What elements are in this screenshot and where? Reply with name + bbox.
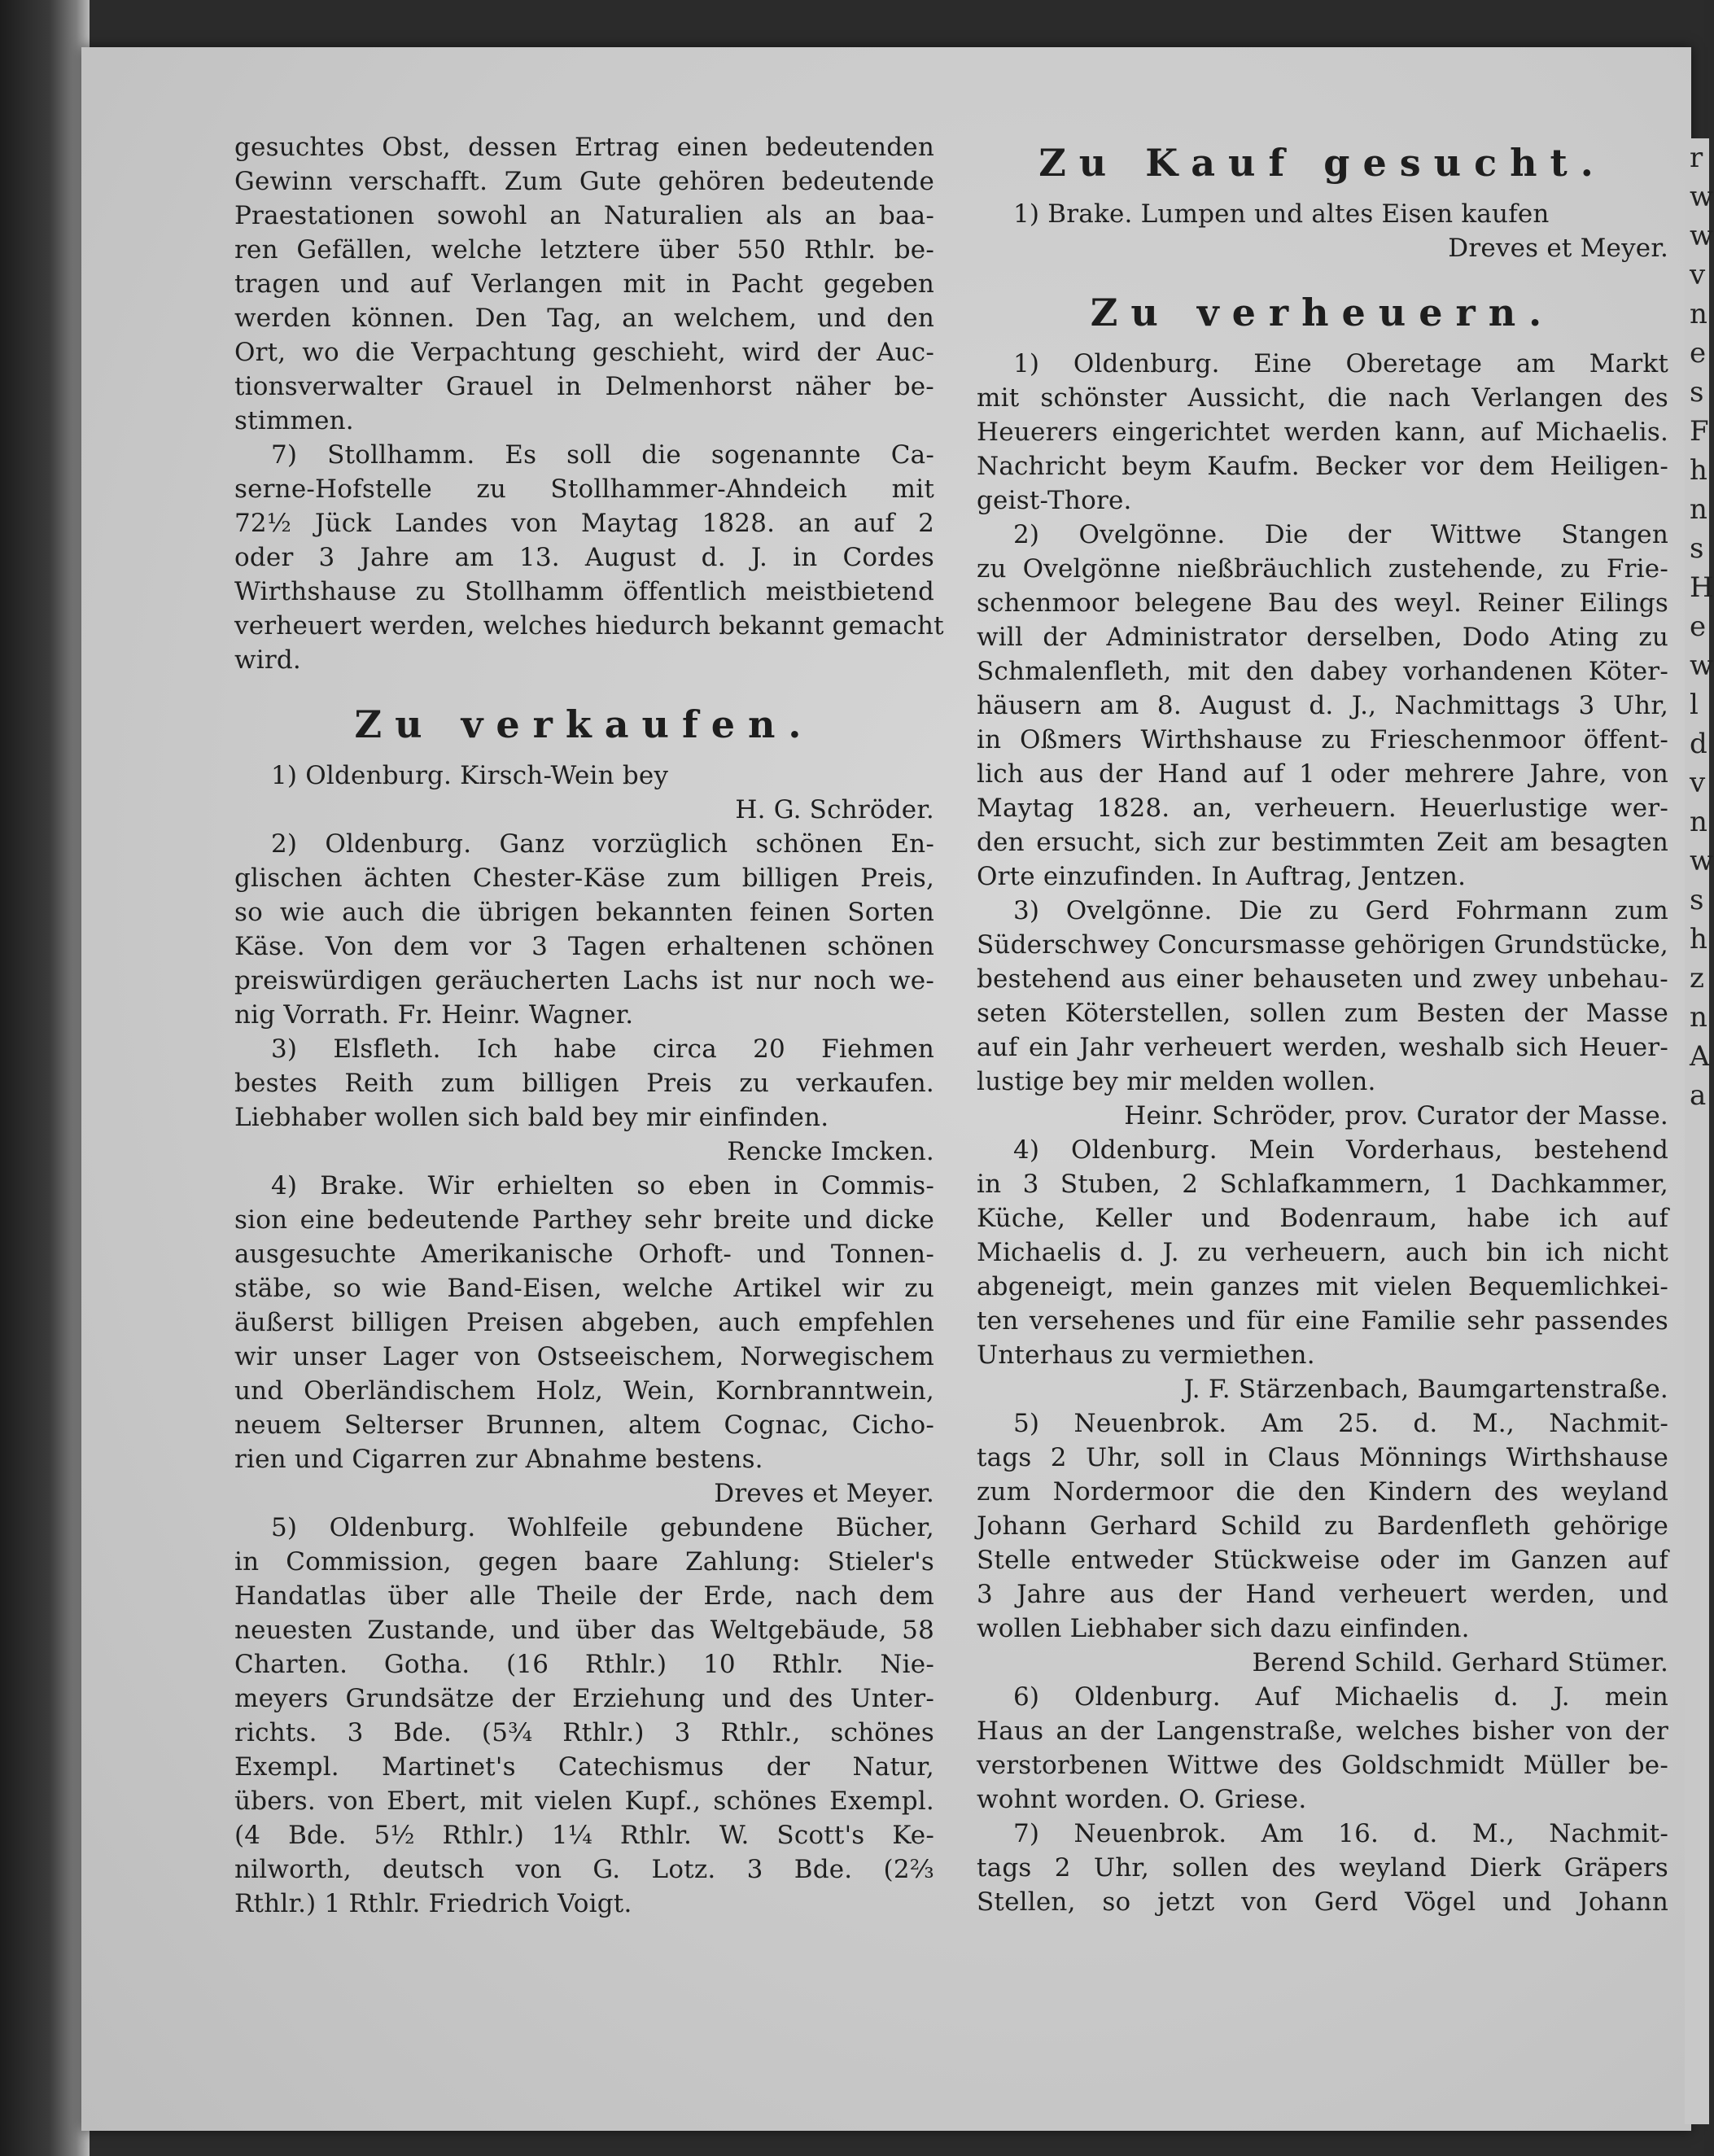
next-page-fragment: e	[1690, 610, 1707, 643]
pacht-notice-line: tionsverwalter Grauel in Delmenhorst näher be-	[234, 372, 934, 401]
verheuern-5-line: 3 Jahre aus der Hand verheuert werden, und	[977, 1580, 1668, 1609]
pacht-notice-line: Praestationen sowohl an Naturalien als an baa-	[234, 201, 934, 230]
stollhamm-notice-line: serne-Hofstelle zu Stollhammer-Ahndeich mit	[234, 474, 934, 504]
verkaufen-5-line: Exempl. Martinet's Catechismus der Natur,	[234, 1752, 934, 1782]
verheuern-5-signature: Berend Schild. Gerhard Stümer.	[1252, 1648, 1668, 1677]
next-page-fragment: l	[1690, 689, 1699, 721]
verkaufen-2-line: 2) Oldenburg. Ganz vorzüglich schönen En-	[271, 829, 934, 859]
pacht-notice-line: Gewinn verschafft. Zum Gute gehören bedeutende	[234, 167, 934, 196]
pacht-notice-line: gesuchtes Obst, dessen Ertrag einen bedeutenden	[234, 133, 934, 162]
verkaufen-4-line: neuem Selterser Brunnen, altem Cognac, Cicho-	[234, 1410, 934, 1440]
verheuern-4-line: Unterhaus zu vermiethen.	[977, 1340, 1315, 1370]
section-heading-zu-kauf-gesucht: Zu Kauf gesucht.	[1038, 141, 1607, 185]
stollhamm-notice-line: 72½ Jück Landes von Maytag 1828. an auf 2	[234, 509, 934, 538]
verheuern-6-line: wohnt worden. O. Griese.	[977, 1785, 1307, 1814]
verheuern-4-line: ten versehenes und für eine Familie sehr passendes	[977, 1306, 1668, 1336]
verheuern-4-line: 4) Oldenburg. Mein Vorderhaus, bestehend	[1013, 1135, 1668, 1165]
next-page-fragment: r	[1690, 142, 1703, 174]
verheuern-4-line: Michaelis d. J. zu verheuern, auch bin ich nicht	[977, 1238, 1668, 1267]
left-column	[234, 130, 944, 1921]
verheuern-3-line: seten Köterstellen, sollen zum Besten der Masse	[977, 999, 1668, 1028]
verheuern-5-line: Stelle entweder Stückweise oder im Ganzen auf	[977, 1546, 1668, 1575]
verkaufen-4-line: rien und Cigarren zur Abnahme bestens.	[234, 1445, 763, 1474]
next-page-fragment: v	[1690, 767, 1706, 799]
pacht-notice-line: stimmen.	[234, 406, 354, 435]
next-page-fragment: H	[1690, 571, 1714, 604]
verheuern-6-line: Haus an der Langenstraße, welches bisher von der	[977, 1716, 1668, 1746]
verkaufen-1-signature: H. G. Schröder.	[735, 795, 934, 824]
verheuern-2-line: Orte einzufinden. In Auftrag, Jentzen.	[977, 862, 1467, 891]
pacht-notice-line: tragen und auf Verlangen mit in Pacht gegeben	[234, 269, 934, 299]
verkaufen-4-line: und Oberländischem Holz, Wein, Kornbranntwein,	[234, 1376, 934, 1406]
next-page-fragment: s	[1690, 532, 1704, 565]
next-page-fragment: s	[1690, 376, 1704, 409]
verkaufen-3-signature: Rencke Imcken.	[727, 1137, 934, 1166]
verheuern-2-line: 2) Ovelgönne. Die der Wittwe Stangen	[1013, 520, 1668, 549]
book-binding-gutter	[0, 0, 90, 2156]
next-page-fragment: w	[1690, 649, 1714, 682]
verkaufen-5-line: richts. 3 Bde. (5¾ Rthlr.) 3 Rthlr., schönes	[234, 1718, 934, 1747]
verkaufen-2-line: nig Vorrath. Fr. Heinr. Wagner.	[234, 1000, 634, 1030]
verkaufen-5-line: (4 Bde. 5½ Rthlr.) 1¼ Rthlr. W. Scott's Ke-	[234, 1821, 934, 1850]
verkaufen-5-line: übers. von Ebert, mit vielen Kupf., schönes Exempl.	[234, 1786, 934, 1816]
verheuern-3-line: Süderschwey Concursmasse gehörigen Grundstücke,	[977, 930, 1668, 960]
kauf-1-line: 1) Brake. Lumpen und altes Eisen kaufen	[1013, 199, 1550, 229]
verheuern-6-line: 6) Oldenburg. Auf Michaelis d. J. mein	[1013, 1682, 1668, 1712]
verheuern-2-line: will der Administrator derselben, Dodo Ating zu	[977, 623, 1668, 652]
kauf-1-signature: Dreves et Meyer.	[1448, 234, 1668, 263]
verkaufen-5-line: nilworth, deutsch von G. Lotz. 3 Bde. (2⅔	[234, 1855, 934, 1884]
next-page-fragment: n	[1690, 806, 1707, 838]
pacht-notice-line: ren Gefällen, welche letztere über 550 Rthlr. be-	[234, 235, 934, 265]
verheuern-2-line: in Oßmers Wirthshause zu Frieschenmoor öffent-	[977, 725, 1668, 754]
next-page-fragment: h	[1690, 923, 1707, 956]
verheuern-3-signature: Heinr. Schröder, prov. Curator der Masse.	[1124, 1101, 1668, 1130]
next-page-fragment: A	[1690, 1040, 1710, 1073]
verkaufen-2-line: Käse. Von dem vor 3 Tagen erhaltenen schönen	[234, 932, 934, 961]
verheuern-3-line: 3) Ovelgönne. Die zu Gerd Fohrmann zum	[1013, 896, 1668, 925]
verheuern-5-line: Johann Gerhard Schild zu Bardenfleth gehörige	[977, 1511, 1668, 1541]
verheuern-4-line: in 3 Stuben, 2 Schlafkammern, 1 Dachkammer,	[977, 1170, 1668, 1199]
section-heading-zu-verheuern: Zu verheuern.	[1090, 291, 1555, 335]
next-page-fragment: z	[1690, 962, 1704, 995]
verheuern-1-line: geist-Thore.	[977, 486, 1132, 515]
verheuern-4-line: Küche, Keller und Bodenraum, habe ich auf	[977, 1204, 1668, 1233]
next-page-fragment: w	[1690, 220, 1714, 252]
stollhamm-notice-line: verheuert werden, welches hiedurch bekannt gemacht	[234, 611, 944, 641]
next-page-fragment: e	[1690, 337, 1707, 370]
next-page-fragment: a	[1690, 1079, 1707, 1112]
verheuern-2-line: häusern am 8. August d. J., Nachmittags 3 Uhr,	[977, 691, 1668, 720]
verkaufen-2-line: so wie auch die übrigen bekannten feinen Sorten	[234, 898, 934, 927]
next-page-fragment: v	[1690, 259, 1706, 291]
next-page-fragment: F	[1690, 415, 1709, 448]
verkaufen-5-line: in Commission, gegen baare Zahlung: Stieler's	[234, 1547, 934, 1577]
verheuern-1-line: mit schönster Aussicht, die nach Verlangen des	[977, 383, 1668, 413]
next-page-fragment: w	[1690, 845, 1714, 877]
verkaufen-4-line: stäbe, so wie Band-Eisen, welche Artikel wir zu	[234, 1274, 934, 1303]
verkaufen-3-line: bestes Reith zum billigen Preis zu verkaufen.	[234, 1069, 934, 1098]
verheuern-2-line: zu Ovelgönne nießbräuchlich zustehende, zu Frie-	[977, 554, 1668, 584]
verkaufen-5-line: Rthlr.) 1 Rthlr. Friedrich Voigt.	[234, 1889, 632, 1918]
stollhamm-notice-line: wird.	[234, 645, 301, 675]
verkaufen-3-line: Liebhaber wollen sich bald bey mir einfinden.	[234, 1103, 829, 1132]
verheuern-2-line: den ersucht, sich zur bestimmten Zeit am besagten	[977, 828, 1668, 857]
verheuern-3-line: bestehend aus einer behauseten und zwey unbehau-	[977, 964, 1668, 994]
next-page-fragment: n	[1690, 493, 1707, 526]
next-page-fragment: w	[1690, 181, 1714, 213]
next-page-fragment: h	[1690, 454, 1707, 487]
stollhamm-notice-line: Wirthshause zu Stollhamm öffentlich meistbietend	[234, 577, 934, 606]
verkaufen-5-line: 5) Oldenburg. Wohlfeile gebundene Bücher,	[271, 1513, 934, 1542]
verkaufen-4-line: sion eine bedeutende Parthey sehr breite und dicke	[234, 1205, 934, 1235]
pacht-notice-line: Ort, wo die Verpachtung geschieht, wird der Auc-	[234, 338, 934, 367]
verheuern-7-line: tags 2 Uhr, sollen des weyland Dierk Gräpers	[977, 1853, 1668, 1883]
stollhamm-notice-line: oder 3 Jahre am 13. August d. J. in Cordes	[234, 543, 934, 572]
verkaufen-4-line: wir unser Lager von Ostseeischem, Norwegischem	[234, 1342, 934, 1371]
verheuern-5-line: wollen Liebhaber sich dazu einfinden.	[977, 1614, 1470, 1643]
verheuern-2-line: Maytag 1828. an, verheuern. Heuerlustige wer-	[977, 794, 1668, 823]
verkaufen-5-line: neuesten Zustande, und über das Weltgebäude, 58	[234, 1616, 934, 1645]
verheuern-1-line: Heuerers eingerichtet werden kann, auf Michaelis.	[977, 418, 1668, 447]
verkaufen-5-line: meyers Grundsätze der Erziehung und des Unter-	[234, 1684, 934, 1713]
verheuern-5-line: 5) Neuenbrok. Am 25. d. M., Nachmit-	[1013, 1409, 1668, 1438]
next-page-fragment: n	[1690, 298, 1707, 330]
verkaufen-1-line: 1) Oldenburg. Kirsch-Wein bey	[271, 761, 669, 790]
verkaufen-2-line: glischen ächten Chester-Käse zum billigen Preis,	[234, 864, 934, 893]
verkaufen-4-line: ausgesuchte Amerikanische Orhoft- und Tonnen-	[234, 1240, 934, 1269]
verkaufen-5-line: Handatlas über alle Theile der Erde, nach dem	[234, 1581, 934, 1611]
verheuern-4-signature: J. F. Stärzenbach, Baumgartenstraße.	[1183, 1375, 1668, 1404]
verheuern-4-line: abgeneigt, mein ganzes mit vielen Bequemlichkei-	[977, 1272, 1668, 1301]
verheuern-2-line: schenmoor belegene Bau des weyl. Reiner Eilings	[977, 588, 1668, 618]
next-page-fragment: d	[1690, 728, 1707, 760]
verheuern-2-line: lich aus der Hand auf 1 oder mehrere Jahre, von	[977, 759, 1668, 789]
verheuern-3-line: lustige bey mir melden wollen.	[977, 1067, 1376, 1096]
right-column	[977, 130, 1668, 1919]
verheuern-7-line: 7) Neuenbrok. Am 16. d. M., Nachmit-	[1013, 1819, 1668, 1848]
verheuern-2-line: Schmalenfleth, mit den dabey vorhandenen Köter-	[977, 657, 1668, 686]
verkaufen-3-line: 3) Elsfleth. Ich habe circa 20 Fiehmen	[271, 1034, 934, 1064]
section-heading-zu-verkaufen: Zu verkaufen.	[354, 702, 815, 746]
verkaufen-4-line: äußerst billigen Preisen abgeben, auch empfehlen	[234, 1308, 934, 1337]
stollhamm-notice-line: 7) Stollhamm. Es soll die sogenannte Ca-	[271, 440, 934, 470]
verheuern-1-line: Nachricht beym Kaufm. Becker vor dem Heiligen-	[977, 452, 1668, 481]
verkaufen-5-line: Charten. Gotha. (16 Rthlr.) 10 Rthlr. Nie-	[234, 1650, 934, 1679]
verkaufen-4-signature: Dreves et Meyer.	[714, 1479, 934, 1508]
next-page-fragment: s	[1690, 884, 1704, 916]
verkaufen-2-line: preiswürdigen geräucherten Lachs ist nur noch we-	[234, 966, 934, 995]
verheuern-7-line: Stellen, so jetzt von Gerd Vögel und Johann	[977, 1887, 1668, 1917]
verheuern-5-line: tags 2 Uhr, soll in Claus Mönnings Wirthshause	[977, 1443, 1668, 1472]
next-page-fragment: n	[1690, 1001, 1707, 1034]
verkaufen-4-line: 4) Brake. Wir erhielten so eben in Commis-	[271, 1171, 934, 1200]
verheuern-5-line: zum Nordermoor die den Kindern des weyland	[977, 1477, 1668, 1507]
pacht-notice-line: werden können. Den Tag, an welchem, und den	[234, 304, 934, 333]
verheuern-1-line: 1) Oldenburg. Eine Oberetage am Markt	[1013, 349, 1668, 378]
next-page-edge	[1685, 138, 1714, 2124]
verheuern-6-line: verstorbenen Wittwe des Goldschmidt Müller be-	[977, 1751, 1668, 1780]
verheuern-3-line: auf ein Jahr verheuert werden, weshalb sich Heuer-	[977, 1033, 1668, 1062]
